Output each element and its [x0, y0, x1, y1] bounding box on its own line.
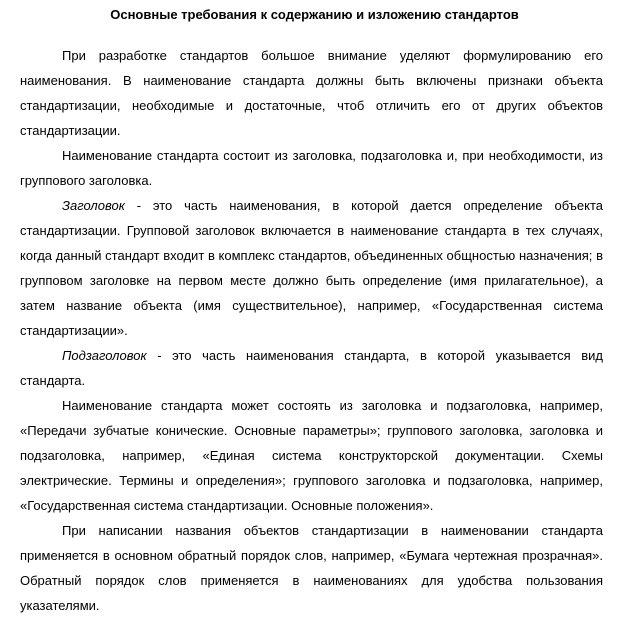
paragraph-text: Наименование стандарта может состоять из заголовка и подзаголовка, например, «Передачи зубчатые конические. Основные параметры»; группового заголовка, заголовка и подзаголовка, например, «Единая система конструкторской документации. Схемы электрические. Термины и определения»; группового заголовка и подзаголовка, например, «Государственная система стандартизации. Основные положения».	[20, 398, 603, 513]
term-subheading: Подзаголовок	[62, 348, 147, 363]
paragraph-word-order	[20, 518, 603, 618]
paragraph-naming-requirements	[20, 43, 603, 143]
document-title: Основные требования к содержанию и изложению стандартов	[110, 7, 519, 22]
paragraph-text: Наименование стандарта состоит из заголовка, подзаголовка и, при необходимости, из группового заголовка.	[20, 148, 603, 188]
paragraph-name-structure	[20, 143, 603, 193]
paragraph-heading-definition	[20, 193, 603, 343]
paragraph-text: - это часть наименования стандарта, в которой указывается вид стандарта.	[20, 348, 603, 388]
term-heading: Заголовок	[62, 198, 125, 213]
paragraph-text: При разработке стандартов большое внимание уделяют формулированию его наименования. В наименование стандарта должны быть включены признаки объекта стандартизации, необходимые и достаточные, чтоб отличить его от других объектов стандартизации.	[20, 48, 603, 138]
paragraph-subheading-definition	[20, 343, 603, 393]
paragraph-text: При написании названия объектов стандартизации в наименовании стандарта применяется в основном обратный порядок слов, например, «Бумага чертежная прозрачная». Обратный порядок слов применяется в наименованиях для удобства пользования указателями.	[20, 523, 603, 613]
paragraph-name-examples	[20, 393, 603, 518]
paragraph-text: - это часть наименования, в которой дается определение объекта стандартизации. Групповой заголовок включается в наименование стандарта в тех случаях, когда данный стандарт входит в комплекс стандартов, объединенных общностью назначения; в групповом заголовке на первом месте должно быть определение (имя прилагательное), а затем название объекта (имя существительное), например, «Государственная система стандартизации».	[20, 198, 603, 338]
